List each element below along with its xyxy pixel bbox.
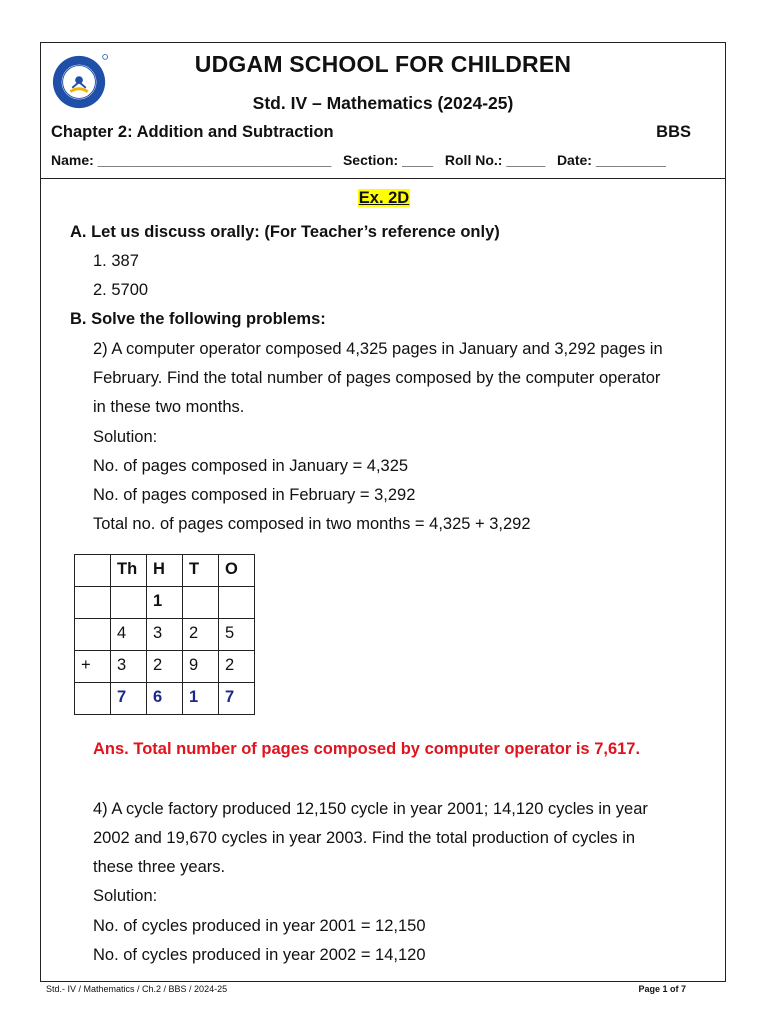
table-header-cell: H: [147, 555, 183, 587]
table-cell: 2: [183, 619, 219, 651]
table-cell: 5: [219, 619, 255, 651]
table-cell: [75, 619, 111, 651]
teacher-code: BBS: [656, 123, 691, 141]
result-cell: 7: [111, 683, 147, 715]
school-name: UDGAM SCHOOL FOR CHILDREN: [194, 51, 572, 77]
table-row: [75, 651, 255, 683]
std-title: Std. IV – Mathematics (2024-25): [252, 93, 514, 113]
chapter-title: Chapter 2: Addition and Subtraction: [51, 123, 334, 141]
table-header-cell: Th: [111, 555, 147, 587]
section-b-heading: B. Solve the following problems:: [70, 310, 326, 328]
student-info-row: [51, 152, 666, 168]
table-header-cell: T: [183, 555, 219, 587]
name-field: Name: ______________________________: [51, 152, 332, 168]
result-cell: 1: [183, 683, 219, 715]
result-cell: 7: [219, 683, 255, 715]
table-row: [75, 619, 255, 651]
solution-line: No. of cycles produced in year 2001 = 12,150: [93, 917, 426, 935]
table-cell: [75, 587, 111, 619]
table-cell: 2: [219, 651, 255, 683]
table-row: [75, 587, 255, 619]
question-2-line: February. Find the total number of pages composed by the computer operator: [93, 369, 661, 387]
operator-cell: +: [75, 651, 111, 683]
question-4-line: these three years.: [93, 858, 226, 876]
table-cell: [111, 587, 147, 619]
exercise-title: [41, 189, 727, 208]
section-a-item: 1. 387: [93, 252, 139, 270]
header-box: [41, 43, 725, 179]
table-cell: 9: [183, 651, 219, 683]
solution-line: Total no. of pages composed in two months = 4,325 + 3,292: [93, 515, 531, 533]
result-cell: 6: [147, 683, 183, 715]
carry-cell: 1: [147, 587, 183, 619]
question-2-line: 2) A computer operator composed 4,325 pages in January and 3,292 pages in: [93, 340, 663, 358]
table-cell: 3: [147, 619, 183, 651]
footer-info: Std.- IV / Mathematics / Ch.2 / BBS / 2024-25: [46, 984, 228, 994]
answer-line: Ans. Total number of pages composed by computer operator is 7,617.: [93, 740, 641, 758]
table-row: [75, 555, 255, 587]
solution-line: Solution:: [93, 887, 158, 905]
place-value-table: [74, 554, 255, 715]
table-cell: [219, 587, 255, 619]
table-cell: 3: [111, 651, 147, 683]
solution-line: No. of pages composed in January = 4,325: [93, 457, 409, 475]
solution-line: No. of pages composed in February = 3,292: [93, 486, 416, 504]
question-4-line: 4) A cycle factory produced 12,150 cycle in year 2001; 14,120 cycles in year: [93, 800, 648, 818]
question-4-line: 2002 and 19,670 cycles in year 2003. Find the total production of cycles in: [93, 829, 636, 847]
table-cell: [75, 555, 111, 587]
section-a-heading: A. Let us discuss orally: (For Teacher’s reference only): [70, 223, 500, 241]
section-field: Section: ____: [342, 152, 434, 168]
worksheet-page: [40, 42, 726, 982]
solution-line: Solution:: [93, 428, 158, 446]
table-header-cell: O: [219, 555, 255, 587]
date-field: Date: _________: [556, 152, 666, 168]
table-cell: 2: [147, 651, 183, 683]
table-cell: [183, 587, 219, 619]
solution-line: No. of cycles produced in year 2002 = 14,120: [93, 946, 426, 964]
section-a-item: 2. 5700: [93, 281, 149, 299]
table-cell: 4: [111, 619, 147, 651]
table-cell: [75, 683, 111, 715]
roll-field: Roll No.: _____: [444, 152, 546, 168]
table-row: [75, 683, 255, 715]
page-number: Page 1 of 7: [638, 984, 686, 994]
exercise-title-text: Ex. 2D: [358, 189, 410, 207]
question-2-line: in these two months.: [93, 398, 245, 416]
